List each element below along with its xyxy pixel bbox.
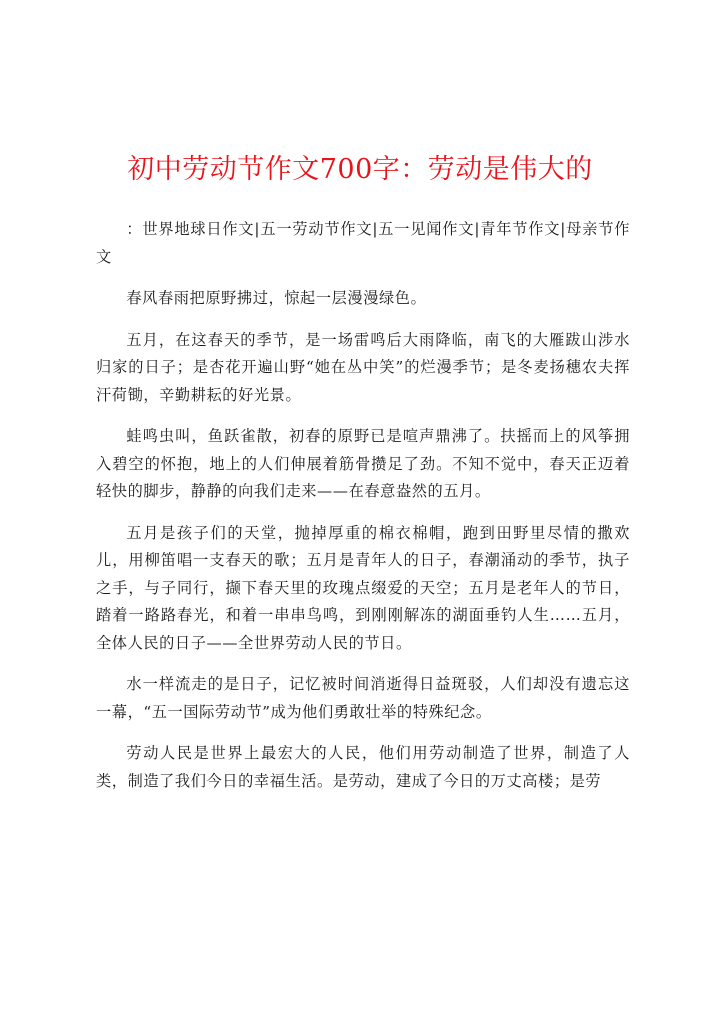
paragraph-3: 蛙鸣虫叫，鱼跃雀散，初春的原野已是喧声鼎沸了。扶摇而上的风筝拥入碧空的怀抱，地上的人们伸展着筋骨攒足了劲。不知不觉中，春天正迈着轻快的脚步，静静的向我们走来——在春意盎然的五月。 — [96, 427, 630, 500]
page-title: 初中劳动节作文700字：劳动是伟大的 — [127, 154, 593, 185]
paragraph-4: 五月是孩子们的天堂，抛掉厚重的棉衣棉帽，跑到田野里尽情的撒欢儿，用柳笛唱一支春天的歌；五月是青年人的日子，春潮涌动的季节，执子之手，与子同行，撷下春天里的玫瑰点缀爱的天空；五月是老年人的节日，踏着一路路春光，和着一串串鸟鸣，到刚刚解冻的湖面垂钓人生……五月，全体人民的日子——全世界劳动人民的节日。 — [96, 523, 630, 652]
paragraph-2: 五月，在这春天的季节，是一场雷鸣后大雨降临，南飞的大雁跋山涉水归家的日子；是杏花开遍山野“她在丛中笑”的烂漫季节；是冬麦扬穗农夫挥汗荷锄，辛勤耕耘的好光景。 — [96, 330, 630, 404]
tags-line: ：世界地球日作文|五一劳动节作文|五一见闻作文|青年节作文|母亲节作文 — [96, 220, 630, 266]
paragraph-6: 劳动人民是世界上最宏大的人民，他们用劳动制造了世界，制造了人类，制造了我们今日的幸福生活。是劳动，建成了今日的万丈高楼；是劳 — [96, 744, 630, 790]
paragraph-1: 春风春雨把原野拂过，惊起一层漫漫绿色。 — [126, 289, 427, 307]
paragraph-5: 水一样流走的是日子，记忆被时间消逝得日益斑驳，人们却没有遗忘这一幕，“五一国际劳动节”成为他们勇敢壮举的特殊纪念。 — [96, 675, 630, 721]
article-body — [96, 216, 630, 809]
